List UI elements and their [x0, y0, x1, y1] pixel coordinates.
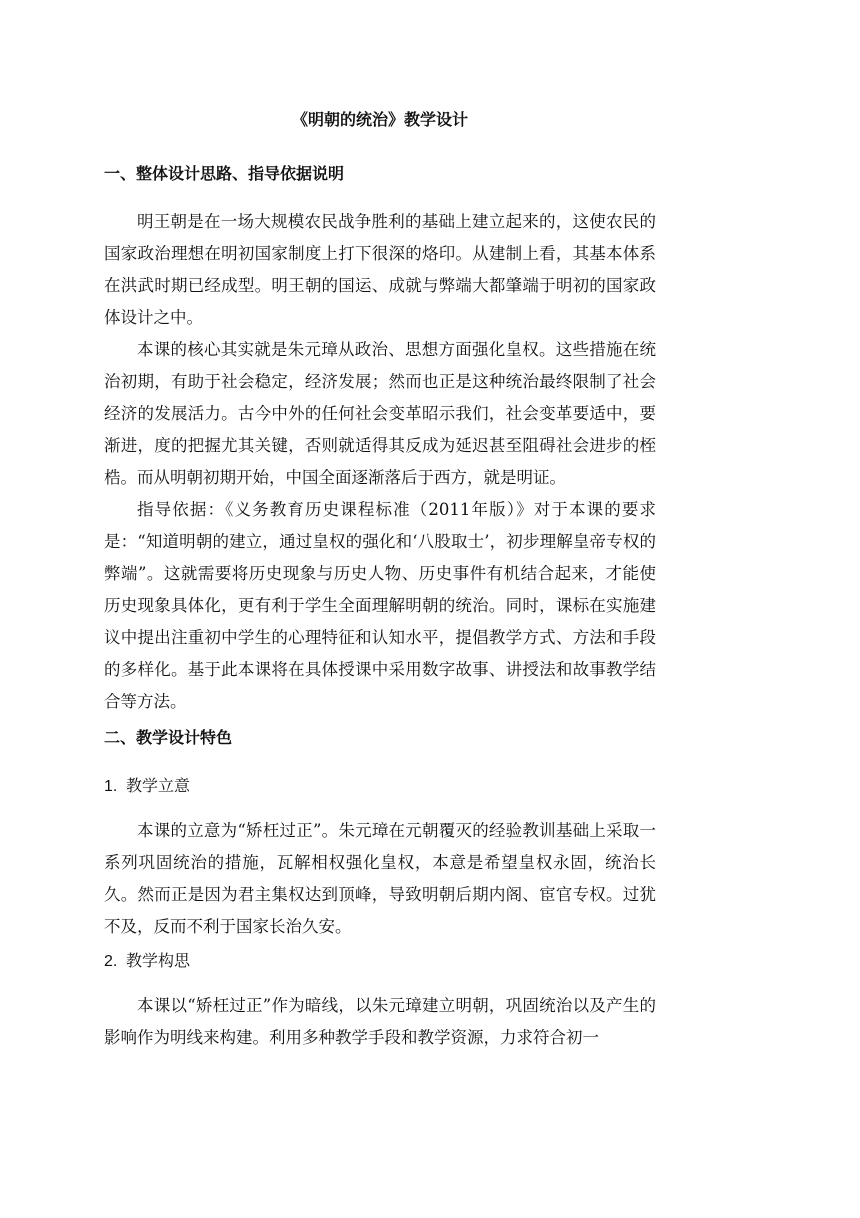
section-1-heading: 一、整体设计思路、指导依据说明: [104, 164, 345, 183]
section-2-heading: 二、教学设计特色: [104, 728, 233, 747]
subsection-1-paragraph: 本课的立意为“矫枉过正”。朱元璋在元朝覆灭的经验教训基础上采取一系列巩固统治的措施，瓦解相权强化皇权，本意是希望皇权永固，统治长久。然而正是因为君主集权达到顶峰，导致明朝后期内阁、宦官专权。过犹不及，反而不利于国家长治久安。: [104, 821, 656, 936]
subsection-2-paragraph: 本课以“矫枉过正”作为暗线，以朱元璋建立明朝，巩固统治以及产生的影响作为明线来构建。利用多种教学手段和教学资源，力求符合初一: [104, 996, 656, 1047]
document-body: [104, 104, 656, 1054]
subsection-1-number: 1.: [104, 778, 118, 795]
document-title: 《明朝的统治》教学设计: [291, 110, 468, 129]
section-1-paragraph-3: 指导依据：《义务教育历史课程标准（2011年版）》对于本课的要求是：“知道明朝的建立，通过皇权的强化和‘八股取士’，初步理解皇帝专权的弊端”。这就需要将历史现象与历史人物、历史事件有机结合起来，才能使历史现象具体化，更有利于学生全面理解明朝的统治。同时，课标在实施建议中提出注重初中学生的心理特征和认知水平，提倡教学方式、方法和手段的多样化。基于此本课将在具体授课中采用数字故事、讲授法和故事教学结合等方法。: [104, 500, 656, 711]
subsection-2-number: 2.: [104, 953, 118, 970]
subsection-1-label: 教学立意: [126, 776, 191, 795]
section-1-paragraph-1: 明王朝是在一场大规模农民战争胜利的基础上建立起来的，这使农民的国家政治理想在明初国家制度上打下很深的烙印。从建制上看，其基本体系在洪武时期已经成型。明王朝的国运、成就与弊端大都肇端于明初的国家政体设计之中。: [104, 212, 656, 327]
subsection-2-heading: [104, 945, 656, 978]
subsection-2-label: 教学构思: [126, 951, 191, 970]
section-1-paragraph-2: 本课的核心其实就是朱元璋从政治、思想方面强化皇权。这些措施在统治初期，有助于社会稳定，经济发展；然而也正是这种统治最终限制了社会经济的发展活力。古今中外的任何社会变革昭示我们，社会变革要适中，要渐进，度的把握尤其关键，否则就适得其反成为延迟甚至阻碍社会进步的桎梏。而从明朝初期开始，中国全面逐渐落后于西方，就是明证。: [104, 340, 656, 487]
subsection-1-heading: [104, 770, 656, 803]
